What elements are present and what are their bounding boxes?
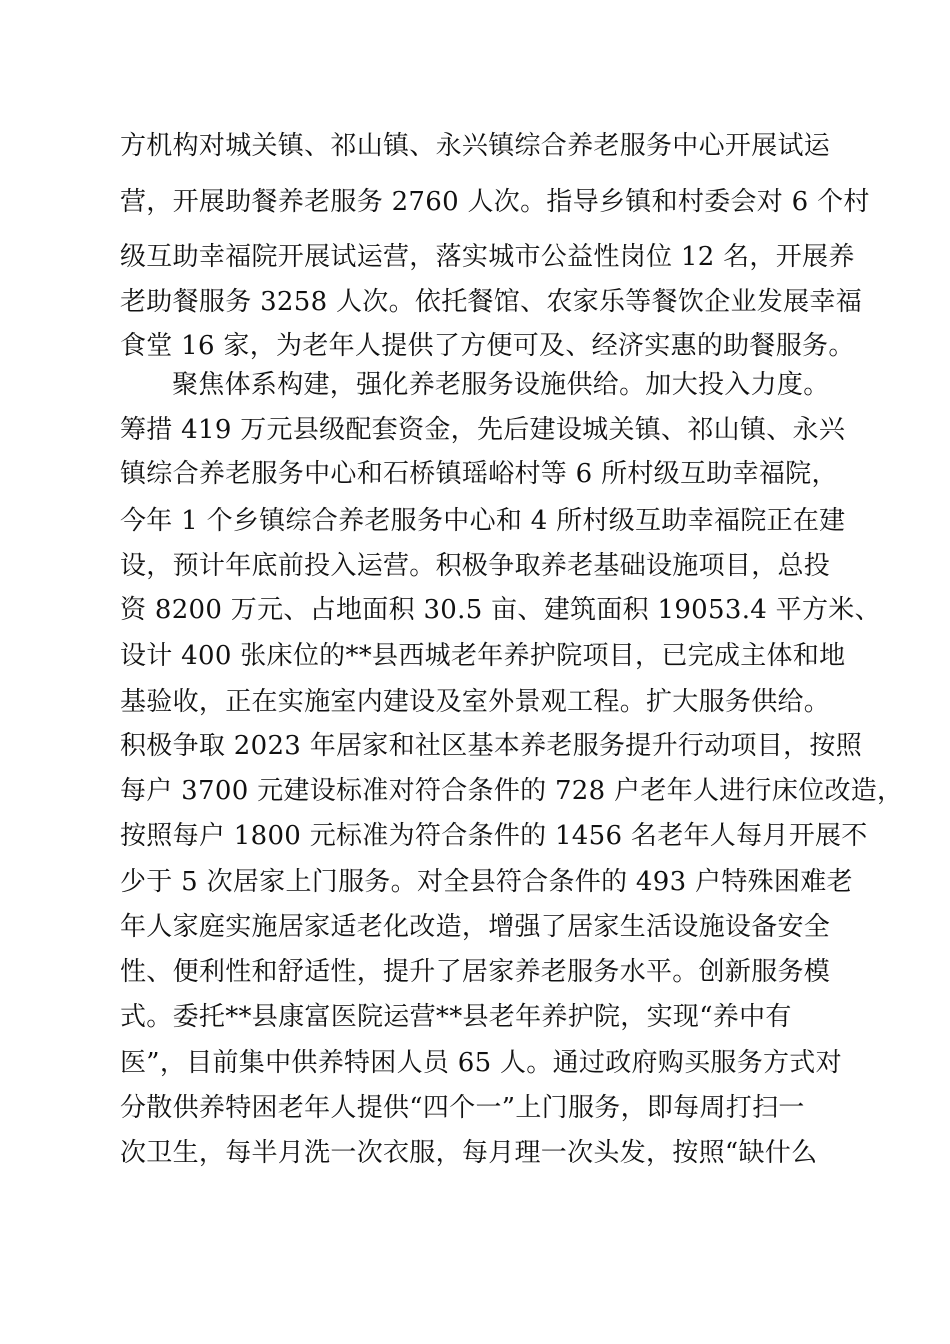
paragraph-line: 性、便利性和舒适性，提升了居家养老服务水平。创新服务模 bbox=[120, 957, 831, 987]
paragraph-line: 式。委托**县康富医院运营**县老年养护院，实现“养中有 bbox=[120, 1002, 792, 1032]
paragraph-line: 级互助幸福院开展试运营，落实城市公益性岗位 12 名，开展养 bbox=[120, 242, 855, 272]
paragraph-line: 按照每户 1800 元标准为符合条件的 1456 名老年人每月开展不 bbox=[120, 821, 868, 851]
paragraph-line: 镇综合养老服务中心和石桥镇瑶峪村等 6 所村级互助幸福院， bbox=[120, 459, 838, 489]
paragraph-line: 每户 3700 元建设标准对符合条件的 728 户老年人进行床位改造， bbox=[120, 776, 904, 806]
paragraph-line: 设，预计年底前投入运营。积极争取养老基础设施项目，总投 bbox=[120, 551, 831, 581]
paragraph-line: 资 8200 万元、占地面积 30.5 亩、建筑面积 19053.4 平方米、 bbox=[120, 595, 881, 625]
paragraph-line: 筹措 419 万元县级配套资金，先后建设城关镇、祁山镇、永兴 bbox=[120, 415, 846, 445]
paragraph-line: 聚焦体系构建，强化养老服务设施供给。加大投入力度。 bbox=[172, 370, 830, 400]
paragraph-line: 医”，目前集中供养特困人员 65 人。通过政府购买服务方式对 bbox=[120, 1048, 842, 1078]
paragraph-line: 营，开展助餐养老服务 2760 人次。指导乡镇和村委会对 6 个村 bbox=[120, 187, 870, 217]
paragraph-line: 次卫生，每半月洗一次衣服，每月理一次头发，按照“缺什么 bbox=[120, 1138, 818, 1168]
paragraph-line: 基验收，正在实施室内建设及室外景观工程。扩大服务供给。 bbox=[120, 687, 831, 717]
paragraph-line: 今年 1 个乡镇综合养老服务中心和 4 所村级互助幸福院正在建 bbox=[120, 506, 846, 536]
paragraph-line: 积极争取 2023 年居家和社区基本养老服务提升行动项目，按照 bbox=[120, 731, 862, 761]
paragraph-line: 设计 400 张床位的**县西城老年养护院项目，已完成主体和地 bbox=[120, 641, 846, 671]
paragraph-line: 年人家庭实施居家适老化改造，增强了居家生活设施设备安全 bbox=[120, 912, 831, 942]
paragraph-line: 方机构对城关镇、祁山镇、永兴镇综合养老服务中心开展试运 bbox=[120, 131, 831, 161]
paragraph-line: 少于 5 次居家上门服务。对全县符合条件的 493 户特殊困难老 bbox=[120, 867, 853, 897]
paragraph-line: 老助餐服务 3258 人次。依托餐馆、农家乐等餐饮企业发展幸福 bbox=[120, 287, 862, 317]
paragraph-line: 分散供养特困老年人提供“四个一”上门服务，即每周打扫一 bbox=[120, 1093, 805, 1123]
paragraph-line: 食堂 16 家，为老年人提供了方便可及、经济实惠的助餐服务。 bbox=[120, 331, 855, 361]
